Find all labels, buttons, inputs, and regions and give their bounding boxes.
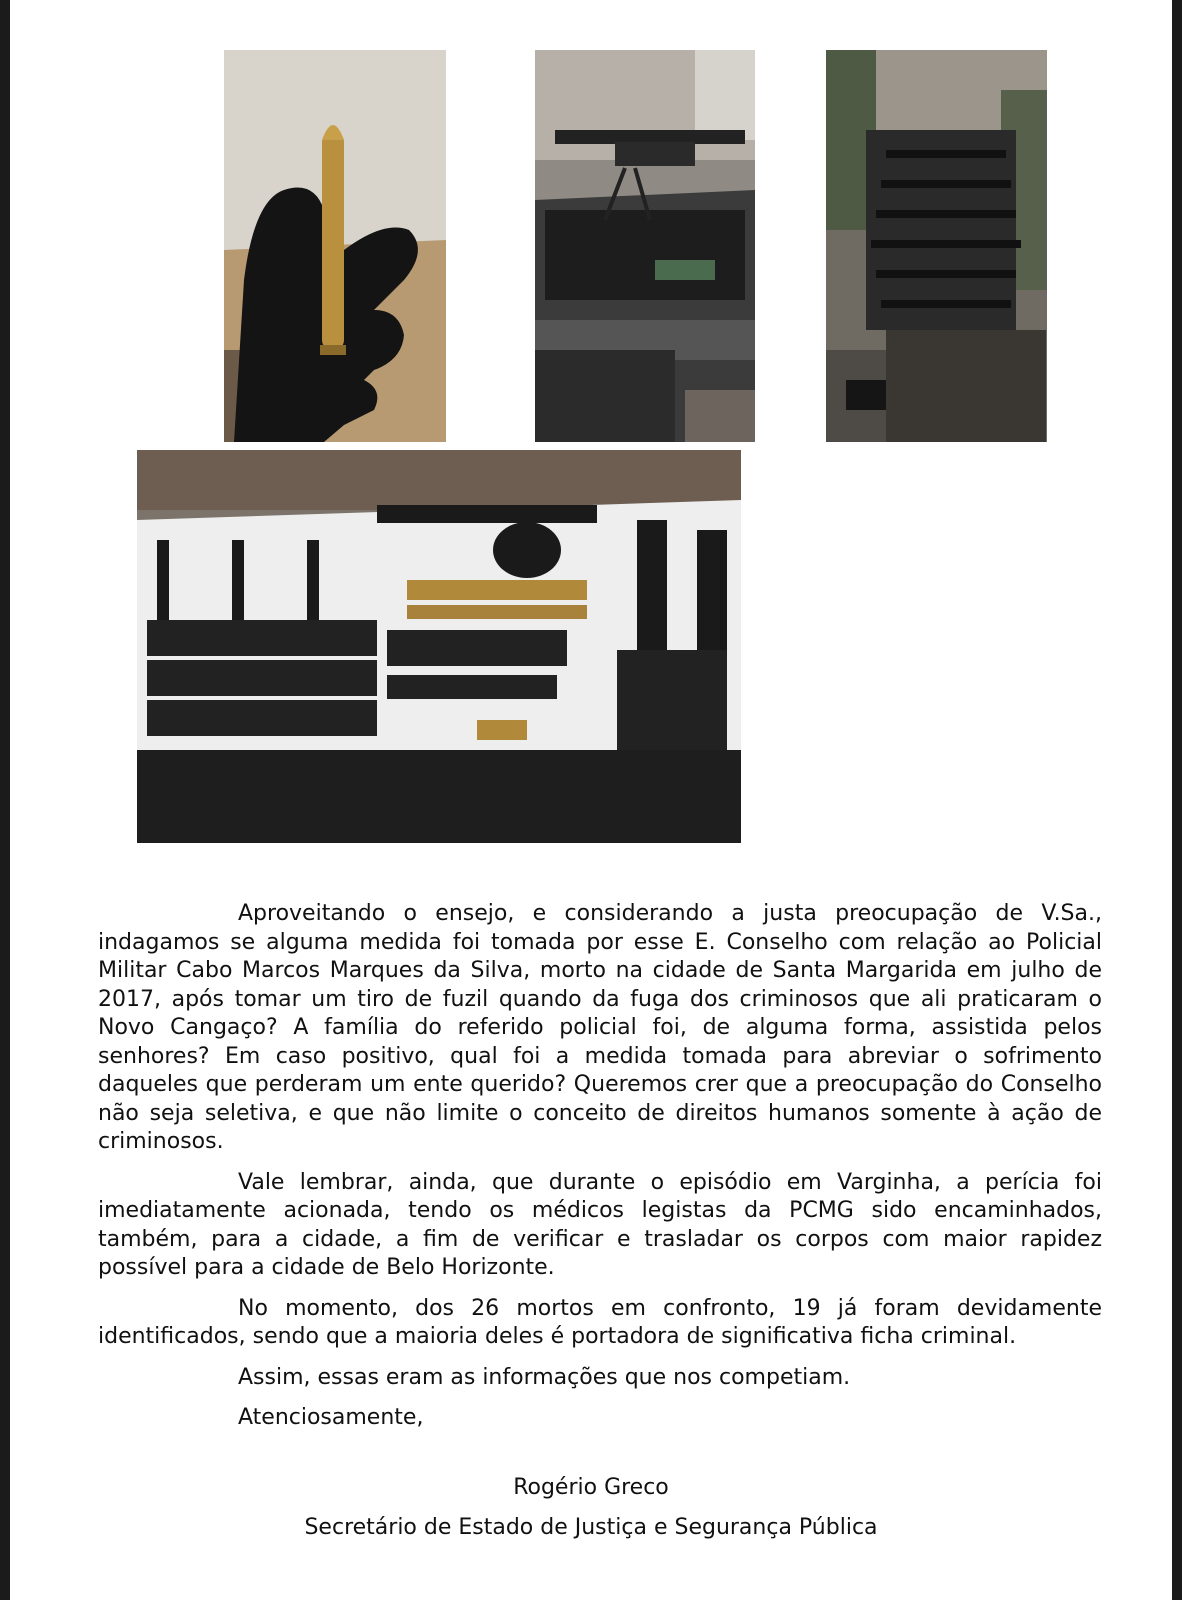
photo-weapons-on-table-with-soldiers: [826, 50, 1047, 442]
photo-seized-weapons-display: [137, 450, 741, 843]
photo-rifle-on-office-desk: [535, 50, 755, 442]
letter-paragraph-1: Aproveitando o ensejo, e considerando a justa preocupação de V.Sa., indagamos se alguma medida foi tomada por esse E. Conselho com relação ao Policial Militar Cabo Marcos Marques da Silva, morto na cidade de Santa Margarida em julho de 2017, após tomar um tiro de fuzil quando da fuga dos criminosos que ali praticaram o Novo Cangaço? A família do referido policial foi, de alguma forma, assistida pelos senhores? Em caso positivo, qual foi a medida tomada para abreviar o sofrimento daqueles que perderam um ente querido? Queremos crer que a preocupação do Conselho não seja seletiva, e que não limite o conceito de direitos humanos somente à ação de criminosos.: [98, 901, 1102, 1154]
photo-ammunition-round-in-gloved-hand: [224, 50, 446, 442]
letter-paragraph-3: No momento, dos 26 mortos em confronto, 19 já foram devidamente identificados, sendo que a maioria deles é portadora de significativa ficha criminal.: [98, 1295, 1102, 1349]
letter-paragraph-4: Assim, essas eram as informações que nos competiam.: [238, 1364, 851, 1390]
letter-paragraph-2: Vale lembrar, ainda, que durante o episódio em Varginha, a perícia foi imediatamente acionada, tendo os médicos legistas da PCMG sido encaminhados, também, para a cidade, a fim de verificar e trasladar os corpos com maior rapidez possível para a cidade de Belo Horizonte.: [98, 1169, 1102, 1280]
letter-closing: Atenciosamente,: [238, 1405, 424, 1430]
signature-name: Rogério Greco: [513, 1475, 669, 1500]
signature-title: Secretário de Estado de Justiça e Segurança Pública: [304, 1515, 878, 1540]
document-page: [10, 0, 1172, 1600]
